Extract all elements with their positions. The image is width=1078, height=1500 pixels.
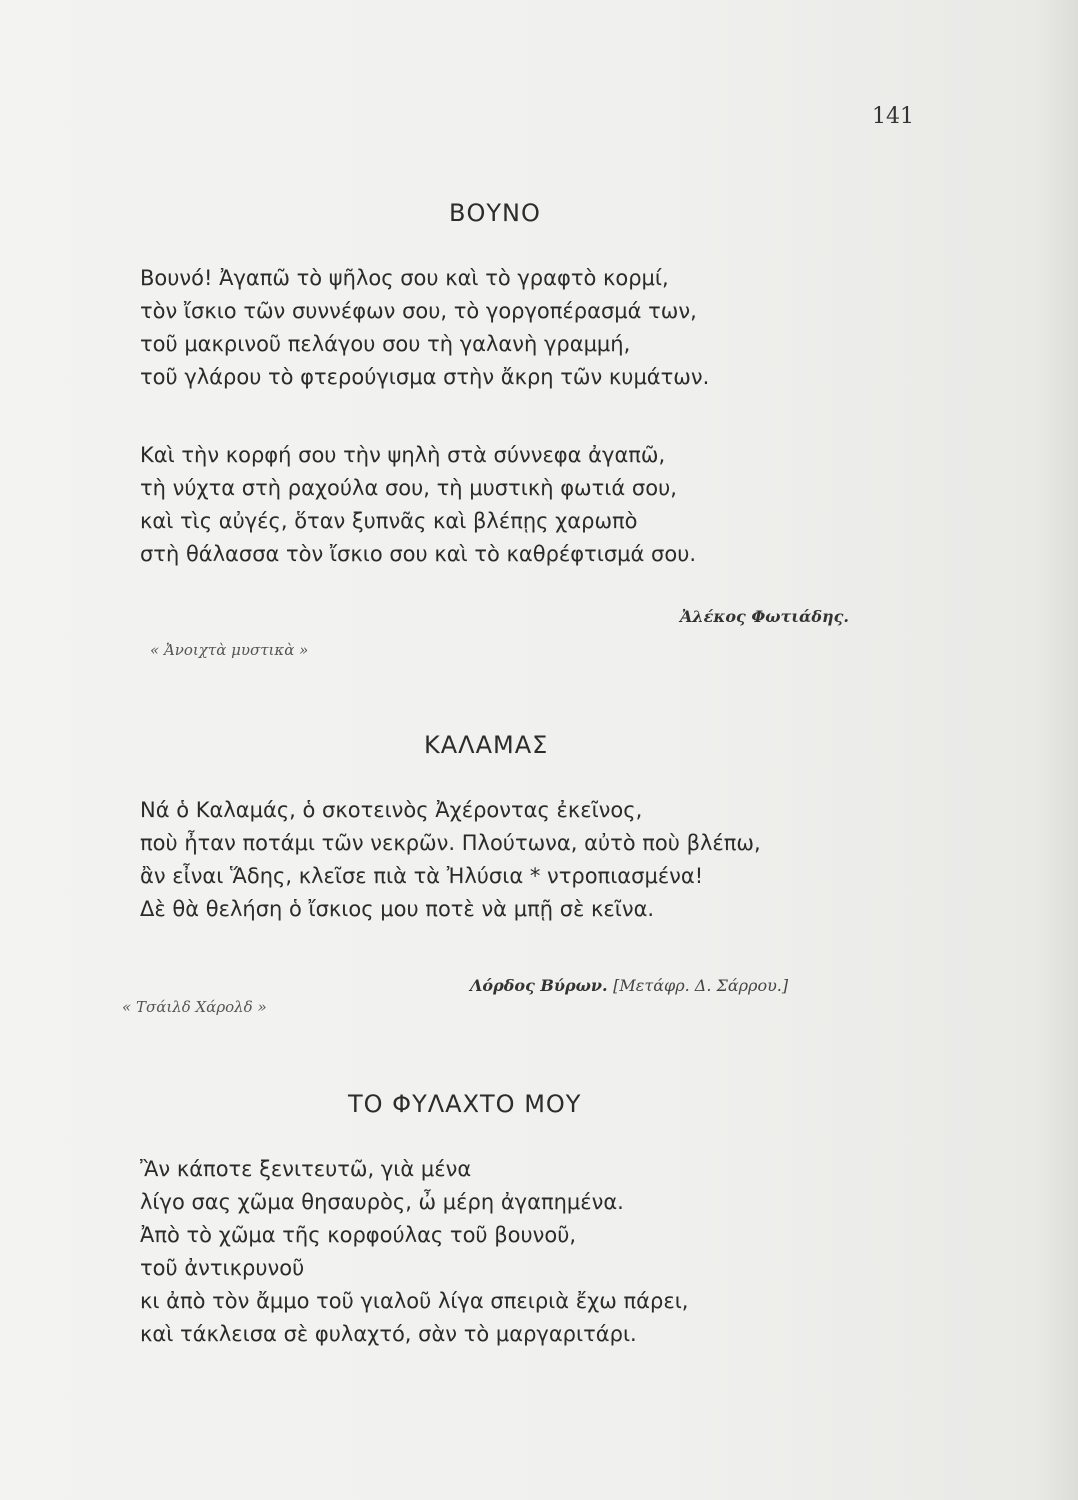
verse-line: κι ἀπὸ τὸν ἄμμο τοῦ γιαλοῦ λίγα σπειριὰ ἔχω πάρει, — [140, 1289, 689, 1313]
verse-line: τοῦ μακρινοῦ πελάγου σου τὴ γαλανὴ γραμμή, — [140, 332, 631, 356]
verse-line: καὶ τὶς αὐγές, ὅταν ξυπνᾶς καὶ βλέπῃς χαρωπὸ — [140, 509, 638, 533]
verse-line: τὸν ἴσκιο τῶν συννέφων σου, τὸ γοργοπέρασμά των, — [140, 299, 697, 323]
verse-line: τοῦ γλάρου τὸ φτερούγισμα στὴν ἄκρη τῶν κυμάτων. — [140, 365, 710, 389]
verse-line: λίγο σας χῶμα θησαυρὸς, ὦ μέρη ἀγαπημένα. — [140, 1190, 624, 1214]
verse-line: Δὲ θὰ θελήση ὁ ἴσκιος μου ποτὲ νὰ μπῇ σὲ κεῖνα. — [140, 897, 655, 921]
author-name: Λόρδος Βύρων. — [470, 976, 608, 995]
poem-kalamas-source: « Τσάιλδ Χάρολδ » — [122, 998, 267, 1016]
poem-kalamas-stanza-1 — [140, 794, 761, 926]
verse-line: τὴ νύχτα στὴ ραχούλα σου, τὴ μυστικὴ φωτιά σου, — [140, 476, 677, 500]
poem-kalamas-author — [470, 976, 788, 995]
poem-fylachto-stanza-1 — [140, 1153, 688, 1351]
verse-line: Καὶ τὴν κορφή σου τὴν ψηλὴ στὰ σύννεφα ἀγαπῶ, — [140, 443, 666, 467]
poem-vouno-stanza-2 — [140, 439, 696, 571]
verse-line: τοῦ ἀντικρυνοῦ — [140, 1256, 305, 1280]
poem-title-kalamas: ΚΑΛΑΜΑΣ — [424, 731, 549, 759]
poem-vouno-source: « Ἀνοιχτὰ μυστικὰ » — [150, 641, 309, 659]
poem-title-to-fylachto-mou: ΤΟ ΦΥΛΑΧΤΟ ΜΟΥ — [348, 1090, 582, 1118]
translator-note: [Μετάφρ. Δ. Σάρρου.] — [613, 976, 789, 995]
verse-line: στὴ θάλασσα τὸν ἴσκιο σου καὶ τὸ καθρέφτισμά σου. — [140, 542, 697, 566]
poem-vouno-stanza-1 — [140, 262, 709, 394]
verse-line: Βουνό! Ἀγαπῶ τὸ ψῆλος σου καὶ τὸ γραφτὸ κορμί, — [140, 266, 669, 290]
verse-line: Ἀπὸ τὸ χῶμα τῆς κορφούλας τοῦ βουνοῦ, — [140, 1223, 577, 1247]
verse-line: Νά ὁ Καλαμάς, ὁ σκοτεινὸς Ἀχέροντας ἐκεῖνος, — [140, 798, 643, 822]
verse-line: ποὺ ἦταν ποτάμι τῶν νεκρῶν. Πλούτωνα, αὐτὸ ποὺ βλέπω, — [140, 831, 761, 855]
poem-title-vouno: ΒΟΥΝΟ — [449, 199, 541, 227]
verse-line: ἂν εἶναι Ἅδης, κλεῖσε πιὰ τὰ Ἠλύσια * ντροπιασμένα! — [140, 864, 704, 888]
verse-line: καὶ τάκλεισα σὲ φυλαχτό, σὰν τὸ μαργαριτάρι. — [140, 1322, 637, 1346]
page-number: 141 — [872, 104, 914, 129]
poem-vouno-author: Ἀλέκος Φωτιάδης. — [680, 607, 849, 626]
verse-line: Ἂν κάποτε ξενιτευτῶ, γιὰ μένα — [140, 1157, 472, 1181]
